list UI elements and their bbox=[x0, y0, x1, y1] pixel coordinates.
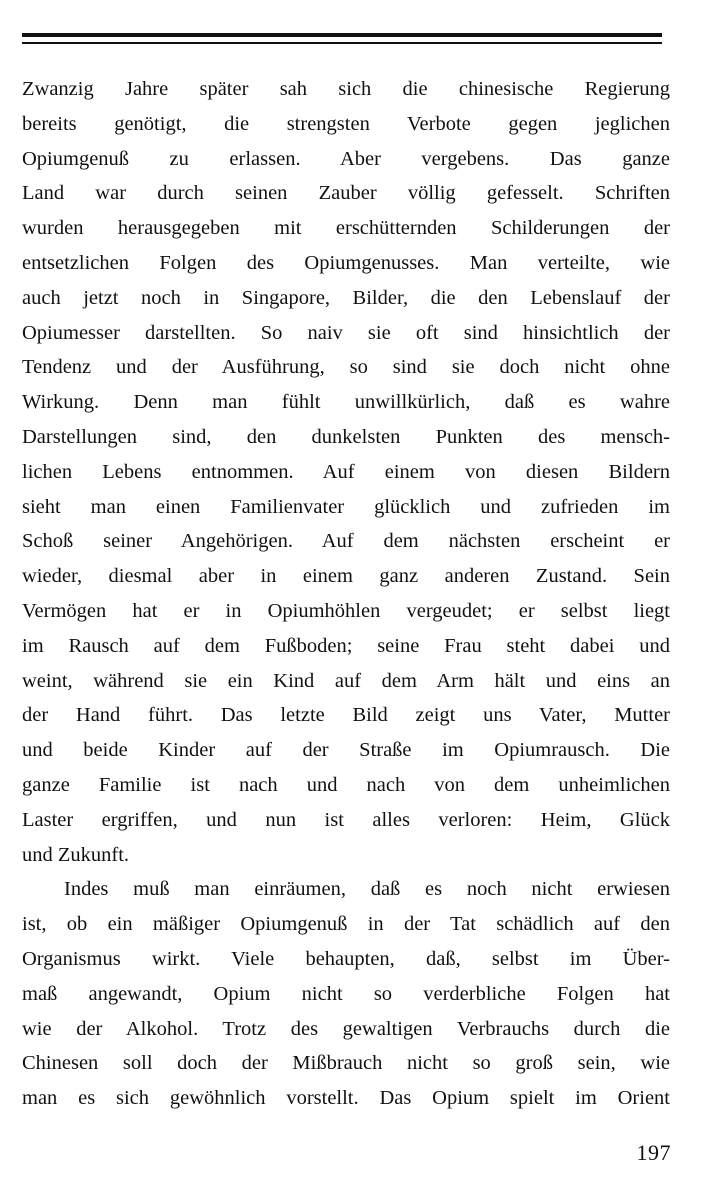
text-line: Indes muß man einräumen, daß es noch nicht erwiesen bbox=[64, 878, 670, 901]
text-line: auch jetzt noch in Singapore, Bilder, die den Lebenslauf der bbox=[22, 286, 670, 309]
body-text bbox=[22, 72, 670, 1116]
text-line: Chinesen soll doch der Mißbrauch nicht so groß sein, wie bbox=[22, 1052, 670, 1075]
text-line: Organismus wirkt. Viele behaupten, daß, selbst im Über- bbox=[22, 947, 670, 970]
text-line: Opiumgenuß zu erlassen. Aber vergebens. Das ganze bbox=[22, 147, 670, 170]
text-line: bereits genötigt, die strengsten Verbote gegen jeglichen bbox=[22, 112, 670, 135]
text-line: lichen Lebens entnommen. Auf einem von diesen Bildern bbox=[22, 460, 670, 483]
text-line: entsetzlichen Folgen des Opiumgenusses. Man verteilte, wie bbox=[22, 251, 670, 274]
text-line: Land war durch seinen Zauber völlig gefesselt. Schriften bbox=[22, 182, 670, 205]
text-line: Zwanzig Jahre später sah sich die chinesische Regierung bbox=[22, 78, 670, 100]
header-rule-thin bbox=[22, 42, 662, 44]
paragraph bbox=[22, 872, 670, 1116]
paragraph bbox=[22, 72, 670, 872]
header-rule-thick bbox=[22, 33, 662, 37]
text-line: Vermögen hat er in Opiumhöhlen vergeudet; er selbst liegt bbox=[22, 599, 670, 622]
page-number: 197 bbox=[636, 1140, 671, 1165]
text-line: und beide Kinder auf der Straße im Opiumrausch. Die bbox=[22, 739, 670, 762]
text-line: Darstellungen sind, den dunkelsten Punkten des mensch- bbox=[22, 425, 670, 448]
text-line: der Hand führt. Das letzte Bild zeigt uns Vater, Mutter bbox=[22, 704, 670, 727]
text-line: ist, ob ein mäßiger Opiumgenuß in der Tat schädlich auf den bbox=[22, 913, 670, 936]
text-line: wieder, diesmal aber in einem ganz anderen Zustand. Sein bbox=[22, 565, 670, 588]
text-line: Schoß seiner Angehörigen. Auf dem nächsten erscheint er bbox=[22, 530, 670, 553]
text-line: man es sich gewöhnlich vorstellt. Das Opium spielt im Orient bbox=[22, 1087, 670, 1110]
text-line: sieht man einen Familienvater glücklich und zufrieden im bbox=[22, 495, 670, 518]
text-line: wie der Alkohol. Trotz des gewaltigen Verbrauchs durch die bbox=[22, 1017, 670, 1040]
text-line: Laster ergriffen, und nun ist alles verloren: Heim, Glück bbox=[22, 808, 670, 831]
text-line: Wirkung. Denn man fühlt unwillkürlich, daß es wahre bbox=[22, 391, 670, 414]
text-line: ganze Familie ist nach und nach von dem unheimlichen bbox=[22, 773, 670, 796]
text-line: weint, während sie ein Kind auf dem Arm hält und eins an bbox=[22, 669, 670, 692]
text-line: im Rausch auf dem Fußboden; seine Frau steht dabei und bbox=[22, 634, 670, 657]
text-line: wurden herausgegeben mit erschütternden Schilderungen der bbox=[22, 217, 670, 240]
text-line: maß angewandt, Opium nicht so verderbliche Folgen hat bbox=[22, 982, 670, 1005]
text-line: und Zukunft. bbox=[22, 843, 130, 866]
text-line: Opiumesser darstellten. So naiv sie oft sind hinsichtlich der bbox=[22, 321, 670, 344]
text-line: Tendenz und der Ausführung, so sind sie doch nicht ohne bbox=[22, 356, 670, 379]
